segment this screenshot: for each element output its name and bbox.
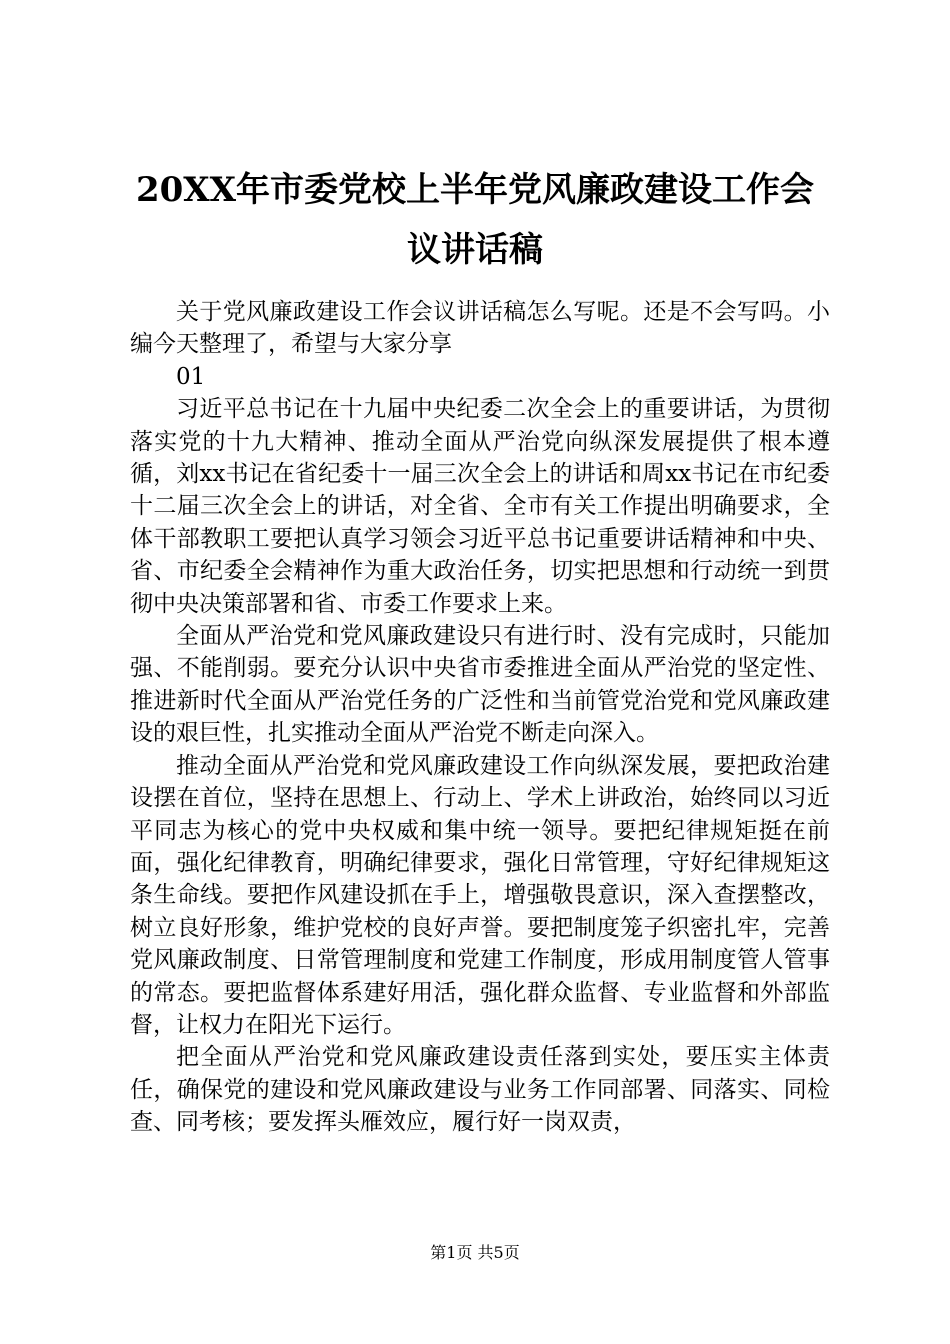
document-title (100, 160, 850, 280)
paragraph: 把全面从严治党和党风廉政建设责任落到实处，要压实主体责任，确保党的建设和党风廉政建设与业务工作同部署、同落实、同检查、同考核；要发挥头雁效应，履行好一岗双责， (130, 1044, 830, 1136)
paragraph-intro: 关于党风廉政建设工作会议讲话稿怎么写呢。还是不会写吗。小编今天整理了，希望与大家分享 (130, 299, 830, 358)
paragraph: 全面从严治党和党风廉政建设只有进行时、没有完成时，只能加强、不能削弱。要充分认识中央省市委推进全面从严治党的坚定性、推进新时代全面从严治党任务的广泛性和当前管党治党和党风廉政建设的艰巨性，扎实推动全面从严治党不断走向深入。 (130, 623, 830, 747)
paragraph: 推动全面从严治党和党风廉政建设工作向纵深发展，要把政治建设摆在首位，坚持在思想上、行动上、学术上讲政治，始终同以习近平同志为核心的党中央权威和集中统一领导。要把纪律规矩挺在前面，强化纪律教育，明确纪律要求，强化日常管理，守好纪律规矩这条生命线。要把作风建设抓在手上，增强敬畏意识，深入查摆整改，树立良好形象，维护党校的良好声誉。要把制度笼子织密扎牢，完善党风廉政制度、日常管理制度和党建工作制度，形成用制度管人管事的常态。要把监督体系建好用活，强化群众监督、专业监督和外部监督，让权力在阳光下运行。 (130, 752, 830, 1038)
paragraph: 习近平总书记在十九届中央纪委二次全会上的重要讲话，为贯彻落实党的十九大精神、推动全面从严治党向纵深发展提供了根本遵循，刘xx书记在省纪委十一届三次全会上的讲话和周xx书记在市纪委十二届三次全会上的讲话，对全省、全市有关工作提出明确要求，全体干部教职工要把认真学习领会习近平总书记重要讲话精神和中央、省、市纪委全会精神作为重大政治任务，切实把思想和行动统一到贯彻中央决策部署和省、市委工作要求上来。 (130, 396, 830, 617)
section-number: 01 (176, 363, 206, 390)
document-body (130, 296, 830, 1139)
page-footer: 第1页 共5页 (430, 1243, 520, 1262)
title-line-2: 议讲话稿 (407, 230, 543, 270)
title-line-1: 20XX年市委党校上半年党风廉政建设工作会 (135, 170, 815, 210)
